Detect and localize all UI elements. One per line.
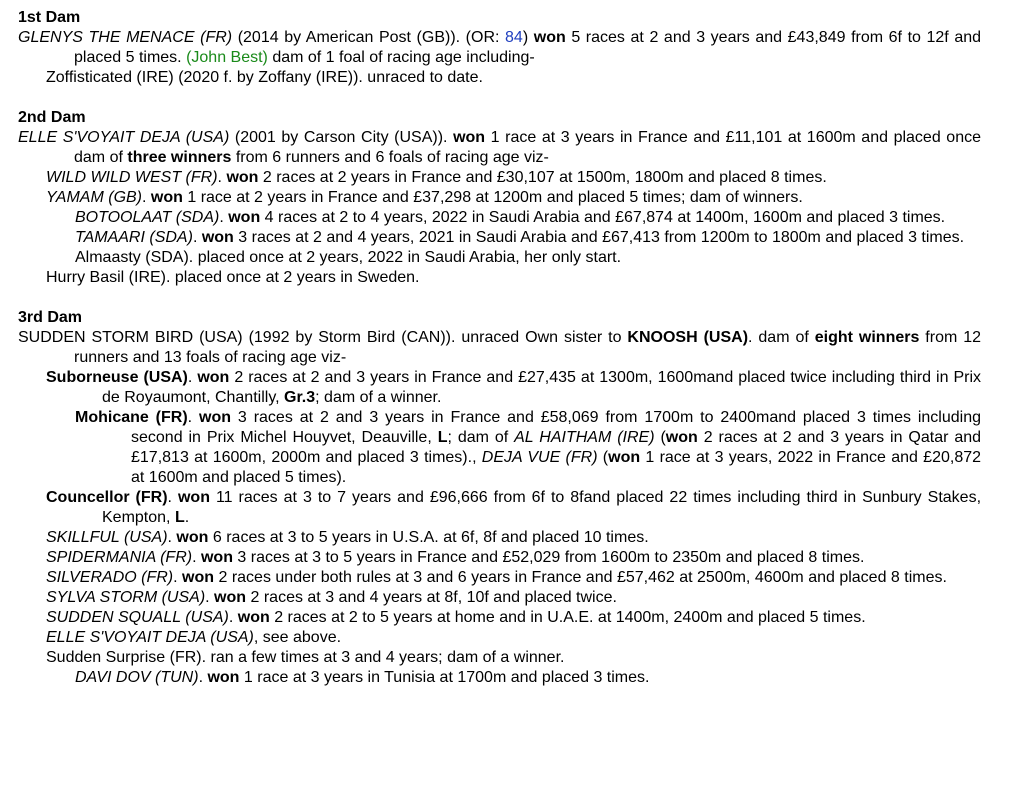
entry-text: Mohicane (FR): [75, 409, 188, 426]
entry-text: Sudden Surprise (FR). ran a few times at 3 and 4 years; dam of a winner.: [46, 649, 565, 666]
entry-text: .: [192, 549, 201, 566]
pedigree-entry: [18, 648, 981, 668]
entry-text: 3 races at 2 and 3 years in France and £58,069 from 1700m to 2400mand placed 3 times including second in Prix Michel Houyvet, Deauville,: [131, 409, 982, 446]
entry-text: won: [177, 489, 210, 506]
section-spacer: [18, 88, 981, 108]
entry-text: from 12 runners and 13 foals of racing age viz-: [74, 329, 982, 366]
entry-text: dam of 1 foal of racing age including-: [267, 49, 535, 66]
entry-text: Hurry Basil (IRE). placed once at 2 years in Sweden.: [46, 269, 420, 286]
entry-text: 1 race at 3 years in Tunisia at 1700m and placed 3 times.: [239, 669, 650, 686]
entry-text: .: [184, 509, 190, 526]
entry-text: (: [597, 449, 609, 466]
trainer-name: (John Best): [186, 49, 268, 66]
entry-text: .: [217, 169, 227, 186]
entry-text: won: [200, 549, 233, 566]
entry-text: .: [142, 189, 151, 206]
entry-text: won: [228, 209, 261, 226]
section-spacer: [18, 288, 981, 308]
entry-text: from 6 runners and 6 foals of racing age viz-: [231, 149, 549, 166]
pedigree-entry: [18, 568, 981, 588]
entry-text: Suborneuse (USA): [46, 369, 188, 386]
entry-text: won: [533, 29, 566, 46]
entry-text: won: [199, 409, 232, 426]
entry-text: ELLE S'VOYAIT DEJA (USA): [46, 629, 254, 646]
entry-text: Almaasty (SDA). placed once at 2 years, 2022 in Saudi Arabia, her only start.: [75, 249, 622, 266]
entry-text: won: [608, 449, 641, 466]
entry-text: SUDDEN STORM BIRD (USA) (1992 by Storm Bird (CAN)). unraced Own sister to: [18, 329, 628, 346]
entry-text: (2001 by Carson City (USA)).: [229, 129, 454, 146]
pedigree-entry: [18, 368, 981, 408]
pedigree-entry: [18, 528, 981, 548]
entry-text: won: [150, 189, 183, 206]
entry-text: won: [453, 129, 486, 146]
entry-text: ELLE S'VOYAIT DEJA (USA): [18, 129, 230, 146]
entry-text: ): [522, 29, 534, 46]
entry-text: 2 races at 2 years in France and £30,107 at 1500m, 1800m and placed 8 times.: [258, 169, 827, 186]
entry-text: AL HAITHAM (IRE): [514, 429, 655, 446]
section-heading: 2nd Dam: [18, 109, 86, 126]
pedigree-entry: [18, 28, 981, 68]
pedigree-document: [18, 8, 981, 688]
entry-text: .: [219, 209, 229, 226]
entry-text: .: [187, 409, 200, 426]
entry-text: ; dam of a winner.: [315, 389, 442, 406]
entry-text: Councellor (FR): [46, 489, 168, 506]
entry-text: TAMAARI (SDA): [75, 229, 193, 246]
pedigree-entry: [18, 548, 981, 568]
entry-text: 3 races at 3 to 5 years in France and £52,029 from 1600m to 2350m and placed 8 times.: [232, 549, 865, 566]
entry-text: 5 races at 2 and 3 years and £43,849 from 6f to 12f and placed 5 times.: [74, 29, 982, 66]
entry-text: won: [665, 429, 698, 446]
pedigree-entry: [18, 228, 981, 248]
entry-text: won: [214, 589, 247, 606]
entry-text: .: [192, 229, 202, 246]
entry-text: 1 race at 3 years in France and £11,101 at 1600m and placed once dam of: [74, 129, 982, 166]
entry-text: 6 races at 3 to 5 years in U.S.A. at 6f, 8f and placed 10 times.: [208, 529, 649, 546]
entry-text: 4 races at 2 to 4 years, 2022 in Saudi Arabia and £67,874 at 1400m, 1600m and placed 3 times.: [260, 209, 946, 226]
entry-text: .: [187, 369, 198, 386]
entry-text: three winners: [127, 149, 232, 166]
entry-text: SKILLFUL (USA): [46, 529, 168, 546]
rating-value: 84: [505, 29, 523, 46]
entry-text: SUDDEN SQUALL (USA): [46, 609, 229, 626]
entry-text: 11 races at 3 to 7 years and £96,666 from 6f to 8fand placed 22 times including third in Sunbury Stakes, Kempton,: [102, 489, 982, 526]
pedigree-entry: [18, 268, 981, 288]
entry-text: won: [176, 529, 209, 546]
entry-text: (2014 by American Post (GB)). (OR:: [232, 29, 506, 46]
pedigree-entry: [18, 668, 981, 688]
entry-text: 2 races at 2 and 3 years in France and £27,435 at 1300m, 1600mand placed twice including third in Prix de Royaumont, Chantilly,: [102, 369, 982, 406]
pedigree-entry: [18, 188, 981, 208]
entry-text: SYLVA STORM (USA): [46, 589, 206, 606]
pedigree-entry: [18, 208, 981, 228]
entry-text: KNOOSH (USA): [627, 329, 749, 346]
entry-text: eight winners: [814, 329, 920, 346]
entry-text: L: [174, 509, 185, 526]
entry-text: YAMAM (GB): [46, 189, 143, 206]
entry-text: GLENYS THE MENACE (FR): [18, 29, 233, 46]
entry-text: 2 races at 2 to 5 years at home and in U.A.E. at 1400m, 2400m and placed 5 times.: [269, 609, 866, 626]
section-heading: 3rd Dam: [18, 309, 83, 326]
entry-text: 2 races under both rules at 3 and 6 years in France and £57,462 at 2500m, 4600m and placed 8 times.: [214, 569, 947, 586]
entry-text: SILVERADO (FR): [46, 569, 174, 586]
entry-text: Gr.3: [284, 389, 316, 406]
entry-text: .: [173, 569, 183, 586]
entry-text: Zoffisticated (IRE) (2020 f. by Zoffany (IRE)). unraced to date.: [46, 69, 483, 86]
pedigree-entry: [18, 168, 981, 188]
entry-text: .: [198, 669, 208, 686]
pedigree-entry: [18, 68, 981, 88]
entry-text: won: [197, 369, 230, 386]
entry-text: won: [226, 169, 259, 186]
pedigree-entry: [18, 408, 981, 488]
entry-text: 3 races at 2 and 4 years, 2021 in Saudi Arabia and £67,413 from 1200m to 1800m and placed 3 times.: [233, 229, 965, 246]
entry-text: DAVI DOV (TUN): [75, 669, 199, 686]
entry-text: .: [167, 489, 178, 506]
pedigree-entry: [18, 128, 981, 168]
entry-text: DEJA VUE (FR): [481, 449, 598, 466]
pedigree-entry: [18, 488, 981, 528]
entry-text: WILD WILD WEST (FR): [46, 169, 218, 186]
entry-text: , see above.: [253, 629, 342, 646]
entry-text: .: [205, 589, 215, 606]
entry-text: won: [201, 229, 234, 246]
entry-text: 1 race at 3 years, 2022 in France and £20,872 at 1600m and placed 5 times).: [131, 449, 982, 486]
entry-text: SPIDERMANIA (FR): [46, 549, 193, 566]
entry-text: won: [182, 569, 215, 586]
entry-text: ; dam of: [447, 429, 515, 446]
entry-text: .: [167, 529, 177, 546]
pedigree-entry: [18, 608, 981, 628]
entry-text: .: [228, 609, 238, 626]
section-heading: 1st Dam: [18, 9, 81, 26]
entry-text: L: [437, 429, 448, 446]
entry-text: won: [207, 669, 240, 686]
entry-text: . dam of: [748, 329, 815, 346]
pedigree-entry: [18, 588, 981, 608]
entry-text: 2 races at 2 and 3 years in Qatar and £17,813 at 1600m, 2000m and placed 3 times).,: [131, 429, 982, 466]
pedigree-entry: [18, 628, 981, 648]
entry-text: 2 races at 3 and 4 years at 8f, 10f and placed twice.: [246, 589, 617, 606]
entry-text: 1 race at 2 years in France and £37,298 at 1200m and placed 5 times; dam of winners.: [182, 189, 803, 206]
pedigree-entry: [18, 248, 981, 268]
pedigree-entry: [18, 328, 981, 368]
entry-text: (: [654, 429, 666, 446]
entry-text: BOTOOLAAT (SDA): [75, 209, 220, 226]
entry-text: won: [237, 609, 270, 626]
